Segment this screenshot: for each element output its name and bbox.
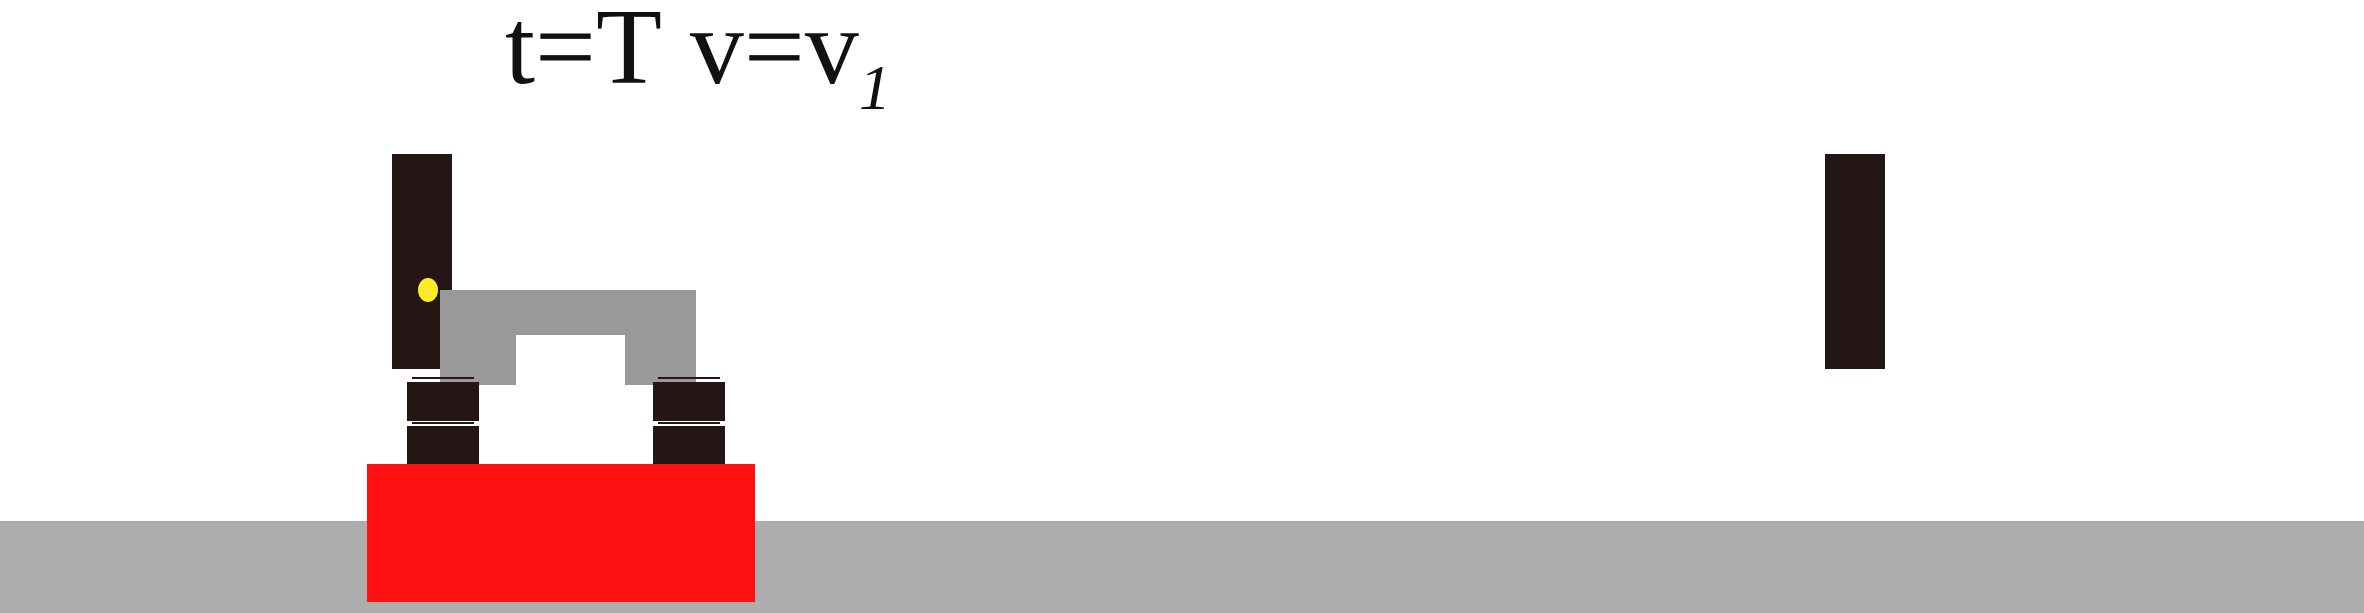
time-variable: t [505,0,536,107]
left-upper-block-top-line [412,377,474,379]
left-upper-block [407,382,479,421]
right-lower-block-top-line [658,422,720,424]
velocity-variable: v [689,0,744,107]
equals-sign-1: = [535,0,596,107]
red-block [367,464,755,602]
velocity-subscript: 1 [858,52,891,123]
time-value: T [595,0,662,107]
right-post [1825,154,1885,369]
right-upper-block [653,382,725,421]
left-lower-block-top-line [412,422,474,424]
ground [0,521,2364,613]
equals-sign-2: = [743,0,805,107]
right-upper-block-top-line [658,377,720,379]
right-lower-block [653,426,725,465]
formula-label [505,0,891,123]
velocity-value: v [804,0,859,107]
contact-dot [418,278,438,302]
left-lower-block [407,426,479,465]
gray-bridge-top [440,290,696,335]
